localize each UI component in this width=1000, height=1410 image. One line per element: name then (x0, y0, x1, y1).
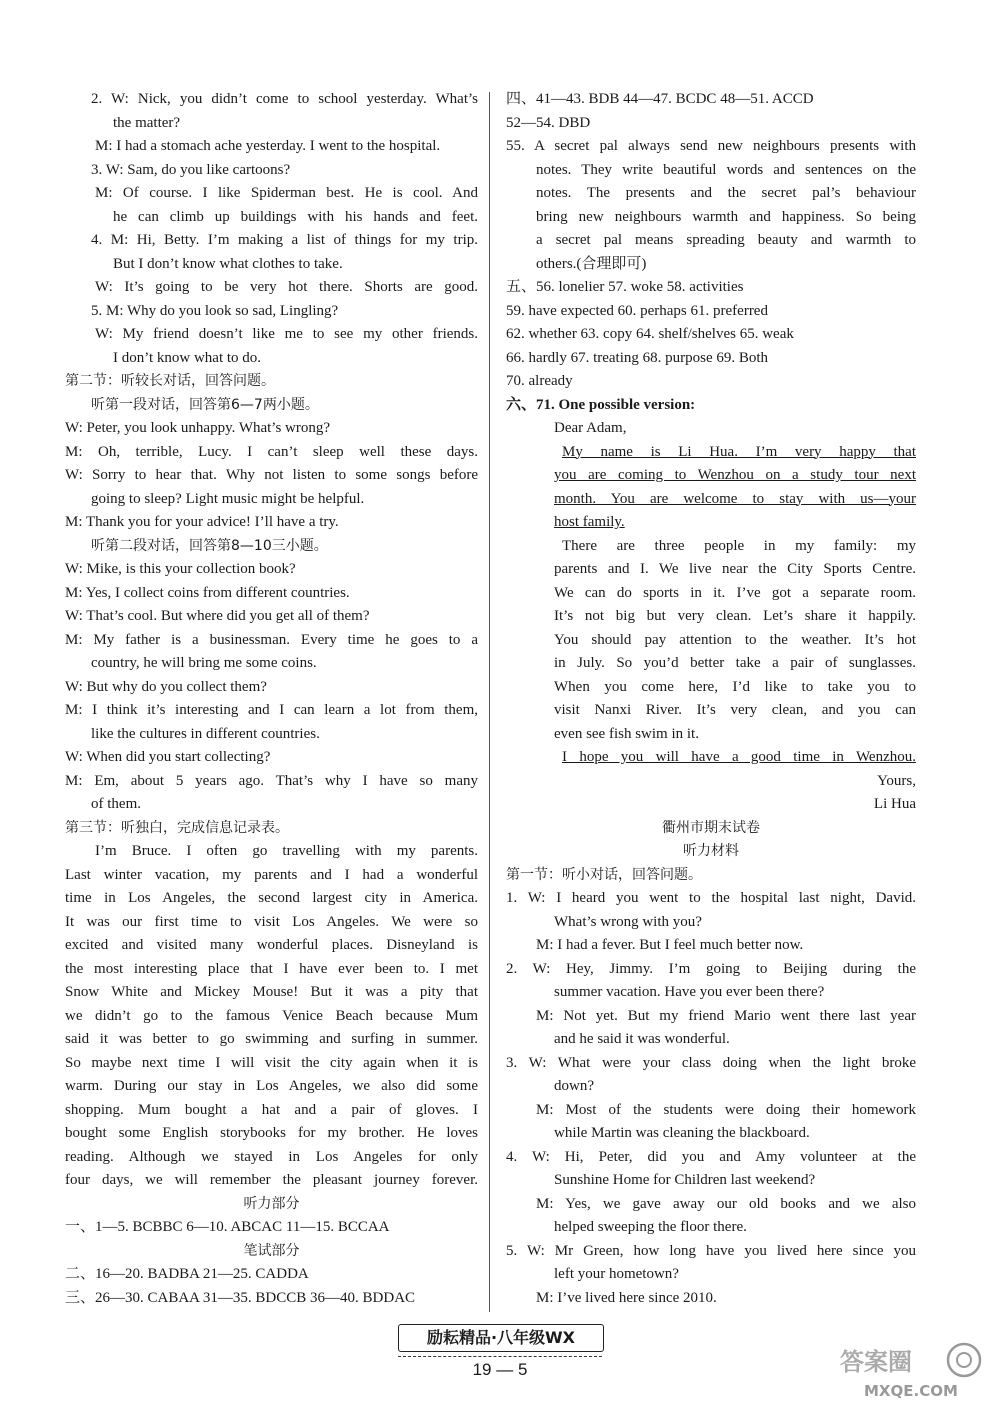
footer-banner: 励耘精品·八年级WX (398, 1324, 604, 1352)
text-line: four days, we will remember the pleasant journey forever. (65, 1172, 478, 1188)
text-line: country, he will bring me some coins. (91, 655, 317, 671)
text-line: M: Em, about 5 years ago. That’s why I have so many (65, 772, 478, 789)
text-line: the most interesting place that I have ever been to. I met (65, 960, 478, 977)
text-line: said it was better to go swimming and surfing in summer. (65, 1031, 478, 1047)
text-line: we didn’t go to the famous Venice Beach because Mum (65, 1007, 478, 1024)
text-line: 55. A secret pal always send new neighbours presents with (506, 138, 916, 154)
text-line: others.(合理即可) (536, 255, 647, 272)
text-line: We can do sports in it. I’ve got a separate room. (554, 584, 916, 601)
text-line: M: Yes, I collect coins from different countries. (65, 584, 350, 601)
text-line: It’s not big but very clean. Let’s share it happily. (554, 608, 916, 624)
text-line: I’m Bruce. I often go travelling with my parents. (95, 843, 478, 859)
text-line: W: But why do you collect them? (65, 678, 267, 695)
text-line: 2. W: Hey, Jimmy. I’m going to Beijing during the (506, 960, 916, 977)
text-line: I hope you will have a good time in Wenzhou. (562, 749, 916, 765)
text-line: and he said it was wonderful. (554, 1031, 730, 1047)
text-line: parents and I. We live near the City Sports Centre. (554, 561, 916, 577)
text-line: bring new neighbours warmth and happiness. So being (536, 208, 916, 225)
text-line: Dear Adam, (554, 420, 627, 436)
text-line: Sunshine Home for Children last weekend? (554, 1172, 816, 1188)
text-line: W: Mike, is this your collection book? (65, 561, 296, 577)
text-line: M: Thank you for your advice! I’ll have a try. (65, 514, 339, 530)
text-line: 59. have expected 60. perhaps 61. preferred (506, 302, 768, 319)
text-line: 第三节：听独白，完成信息记录表。 (65, 819, 289, 836)
text-line: M: Not yet. But my friend Mario went there last year (536, 1007, 916, 1024)
text-line: reading. Although we stayed in Los Angeles for only (65, 1148, 478, 1165)
text-line: going to sleep? Light music might be helpful. (91, 490, 365, 507)
text-line: 52—54. DBD (506, 114, 591, 131)
text-line: So maybe next time I will visit the city again when it is (65, 1054, 478, 1071)
text-line: My name is Li Hua. I’m very happy that (562, 443, 916, 460)
text-line: W: It’s going to be very hot there. Shorts are good. (95, 279, 478, 295)
text-line: 1. W: I heard you went to the hospital last night, David. (506, 890, 916, 906)
page-number: 19 — 5 (472, 1360, 528, 1379)
text-line: left your hometown? (554, 1266, 679, 1282)
text-line: Yours, (877, 772, 916, 789)
text-line: M: I had a fever. But I feel much better now. (536, 937, 804, 953)
watermark-logo (836, 1340, 986, 1402)
text-line: 5. M: Why do you look so sad, Lingling? (91, 302, 339, 319)
text-line: the matter? (113, 114, 181, 131)
text-line: But I don’t know what clothes to take. (113, 255, 343, 272)
column-divider (489, 92, 490, 1312)
text-line: 五、56. lonelier 57. woke 58. activities (506, 279, 744, 295)
text-line: visit Nanxi River. It’s very clean, and you can (554, 702, 916, 718)
text-line: a secret pal means spreading beauty and warmth to (536, 232, 916, 248)
watermark-url: MXQE.COM (864, 1382, 958, 1400)
text-line: helped sweeping the floor there. (554, 1219, 747, 1235)
text-line: while Martin was cleaning the blackboard. (554, 1125, 810, 1141)
text-line: Last winter vacation, my parents and I had a wonderful (65, 866, 478, 883)
text-line: When you come here, I’d like to take you to (554, 678, 916, 695)
text-line: in July. So you’d better take a pair of sunglasses. (554, 655, 916, 671)
text-line: like the cultures in different countries. (91, 725, 320, 742)
text-line: M: My father is a businessman. Every time he goes to a (65, 631, 478, 648)
text-line: 三、26—30. CABAA 31—35. BDCCB 36—40. BDDAC (65, 1289, 416, 1306)
text-line: 四、41—43. BDB 44—47. BCDC 48—51. ACCD (506, 91, 814, 107)
text-line: 4. W: Hi, Peter, did you and Amy volunteer at the (506, 1148, 916, 1165)
text-line: 六、71. One possible version: (506, 396, 696, 413)
text-line: 3. W: What were your class doing when the light broke (506, 1054, 916, 1071)
text-line: 二、16—20. BADBA 21—25. CADDA (65, 1266, 309, 1282)
watermark-logo-text: 答案圈 (840, 1348, 912, 1376)
text-line: you are coming to Wenzhou on a study tour next (554, 467, 916, 483)
text-line: 第二节：听较长对话，回答问题。 (65, 373, 275, 389)
text-line: M: Of course. I like Spiderman best. He is cool. And (95, 185, 478, 201)
text-line: of them. (91, 796, 141, 812)
text-line: W: Peter, you look unhappy. What’s wrong? (65, 420, 331, 436)
text-line: he can climb up buildings with his hands and feet. (113, 208, 478, 225)
text-line: time in Los Angeles, the second largest city in America. (65, 890, 478, 906)
text-line: 70. already (506, 373, 573, 389)
text-line: 听第二段对话，回答第8—10三小题。 (91, 537, 328, 554)
text-line: warm. During our stay in Los Angeles, we also did some (65, 1078, 478, 1094)
text-line: notes. They write beautiful words and sentences on the (536, 161, 916, 178)
text-line: 66. hardly 67. treating 68. purpose 69. Both (506, 349, 769, 366)
text-line: 衢州市期末试卷 (662, 819, 760, 836)
text-line: summer vacation. Have you ever been there? (554, 984, 825, 1000)
text-line: 2. W: Nick, you didn’t come to school yesterday. What’s (91, 91, 478, 107)
text-line: 笔试部分 (243, 1242, 300, 1259)
text-line: 听第一段对话，回答第6—7两小题。 (91, 396, 319, 413)
text-line: I don’t know what to do. (113, 349, 262, 366)
text-line: notes. The presents and the secret pal’s behaviour (536, 185, 916, 201)
text-line: even see fish swim in it. (554, 725, 699, 742)
text-line: 4. M: Hi, Betty. I’m making a list of things for my trip. (91, 232, 478, 248)
text-line: 一、1—5. BCBBC 6—10. ABCAC 11—15. BCCAA (65, 1219, 390, 1235)
text-line: M: I had a stomach ache yesterday. I went to the hospital. (95, 138, 441, 154)
text-line: W: That’s cool. But where did you get all of them? (65, 608, 370, 624)
left-column (65, 88, 478, 1310)
text-line: 5. W: Mr Green, how long have you lived here since you (506, 1242, 916, 1259)
text-line: W: When did you start collecting? (65, 749, 271, 765)
text-line: M: I’ve lived here since 2010. (536, 1289, 717, 1306)
text-line: Snow White and Mickey Mouse! But it was a pity that (65, 984, 478, 1000)
footer-dashed-line (398, 1356, 602, 1357)
text-line: 3. W: Sam, do you like cartoons? (91, 161, 291, 178)
text-line: 62. whether 63. copy 64. shelf/shelves 65. weak (506, 326, 794, 342)
text-line: M: Oh, terrible, Lucy. I can’t sleep well these days. (65, 443, 478, 460)
text-line: Li Hua (873, 796, 916, 812)
text-line: M: I think it’s interesting and I can learn a lot from them, (65, 702, 478, 718)
text-line: host family. (554, 514, 625, 530)
text-line: W: My friend doesn’t like me to see my other friends. (95, 326, 478, 342)
text-line: You should pay attention to the weather. It’s hot (554, 631, 916, 648)
text-line: M: Most of the students were doing their homework (536, 1101, 916, 1118)
text-line: shopping. Mum bought a hat and a pair of gloves. I (65, 1101, 478, 1118)
text-line: 第一节：听小对话，回答问题。 (506, 866, 702, 883)
text-line: month. You are welcome to stay with us—your (554, 490, 916, 507)
text-line: 听力材料 (683, 843, 739, 859)
text-line: What’s wrong with you? (554, 913, 702, 930)
text-line: It was our first time to visit Los Angeles. We were so (65, 913, 478, 930)
text-line: excited and visited many wonderful places. Disneyland is (65, 937, 478, 953)
right-column (506, 88, 916, 1310)
text-line: down? (554, 1078, 594, 1094)
text-line: W: Sorry to hear that. Why not listen to some songs before (65, 467, 478, 483)
watermark-badge-icon (948, 1344, 980, 1376)
text-line: M: Yes, we gave away our old books and we also (536, 1195, 916, 1212)
text-line: 听力部分 (243, 1195, 300, 1212)
text-line: bought some English storybooks for my brother. He loves (65, 1125, 478, 1141)
text-line: There are three people in my family: my (562, 537, 916, 554)
